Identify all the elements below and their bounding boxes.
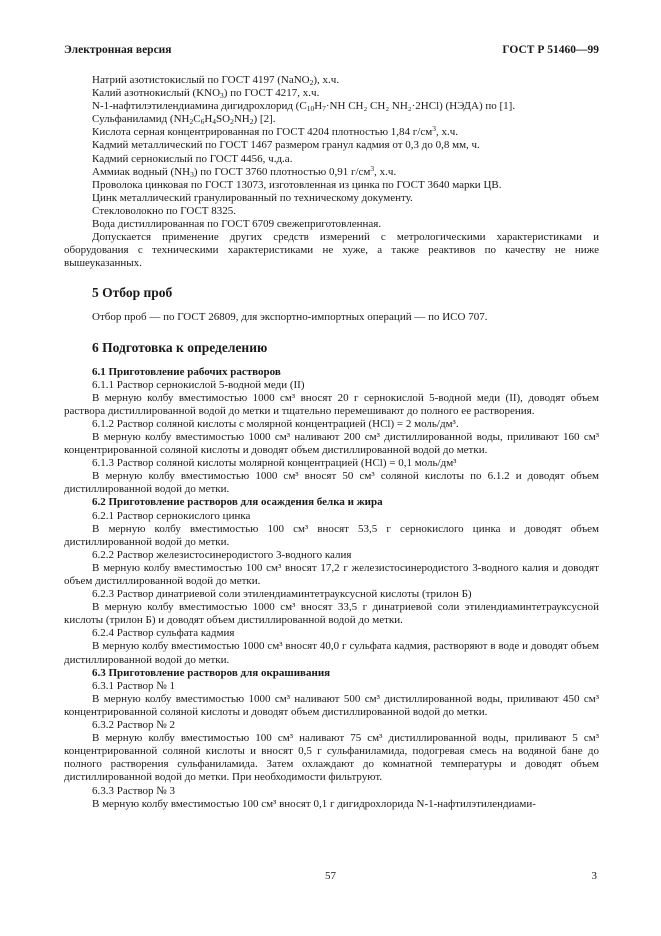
clause-body: В мерную колбу вместимостью 1000 см³ вносят 40,0 г сульфата кадмия, растворяют в воде и доводят объем дистиллированной водой до метки.	[64, 640, 599, 666]
clause-body: В мерную колбу вместимостью 100 см³ вносят 53,5 г сернокислого цинка и доводят объем дистиллированной водой до метки.	[64, 522, 599, 548]
clause-body: В мерную колбу вместимостью 100 см³ наливают 75 см³ дистиллированной воды, приливают 5 см³ концентрированной соляной кислоты и вносят 0,5 г сульфаниламида, подогревая смесь на водяной бане до полного растворения сульфаниламида. Затем охлаждают до комнатной температуры и доводят объем дистиллированной водой до метки. При необходимости фильтруют.	[64, 732, 599, 784]
reagent-line: Кислота серная концентрированная по ГОСТ 4204 плотностью 1,84 $г/см^3$, х.ч.	[92, 124, 458, 139]
section-5-text: Отбор проб — по ГОСТ 26809, для экспортно-импортных операций — по ИСО 707.	[92, 311, 488, 324]
page-footer	[0, 870, 661, 884]
section-6-heading: 6 Подготовка к определению	[92, 339, 268, 355]
clause-heading: 6.2.4 Раствор сульфата кадмия	[92, 627, 235, 640]
clause-heading: 6.3.1 Раствор № 1	[92, 679, 176, 692]
clause-heading: 6.2.2 Раствор железистосинеродистого 3-водного калия	[92, 548, 352, 561]
page-number: 57	[325, 870, 336, 882]
clause-body: В мерную колбу вместимостью 1000 см³ вносят 20 г сернокислой 5-водной меди (II), доводят объем раствора дистиллированной водой до метки и тщательно перемешивают до полного ее растворения.	[64, 391, 599, 417]
document-page	[64, 44, 599, 811]
subsection-6-3-heading: 6.3 Приготовление растворов для окрашивания	[92, 666, 331, 679]
clause-heading: 6.3.2 Раствор № 2	[92, 719, 176, 732]
reagent-line: Натрий азотистокислый по ГОСТ 4197 (NaNO$_2$), х.ч.	[92, 74, 340, 87]
clause-body: В мерную колбу вместимостью 100 см³ вносят 17,2 г железистосинеродистого 3-водного калия и доводят объем дистиллированной водой до метки.	[64, 561, 599, 587]
subsection-6-2-heading: 6.2 Приготовление растворов для осаждения белка и жира	[92, 496, 383, 509]
clause-heading: 6.1.2 Раствор соляной кислоты с молярной концентрацией (HCl) = 2 моль/дм³.	[92, 417, 459, 430]
reagent-line: Цинк металлический гранулированный по техническому документу.	[92, 191, 413, 204]
allowance-paragraph: Допускается применение других средств измерений с метрологическими характеристиками и оборудования с техническими характеристиками не хуже, а также реактивов по качеству не ниже вышеуказанных.	[64, 231, 599, 270]
reagent-line: Кадмий металлический по ГОСТ 1467 размером гранул кадмия от 0,3 до 0,8 мм, ч.	[92, 139, 480, 152]
subsection-6-1-heading: 6.1 Приготовление рабочих растворов	[92, 365, 281, 378]
section-5-heading: 5 Отбор проб	[92, 285, 173, 301]
clause-heading: 6.1.3 Раствор соляной кислоты молярной концентрацией (HCl) = 0,1 моль/дм³	[92, 457, 457, 470]
clause-body: В мерную колбу вместимостью 1000 см³ наливают 200 см³ дистиллированной воды, приливают 160 см³ концентрированной соляной кислоты и доводят объем дистиллированной водой до метки.	[64, 430, 599, 457]
reagent-line: Вода дистиллированная по ГОСТ 6709 свежеприготовленная.	[92, 218, 382, 231]
sheet-number: 3	[591, 870, 597, 882]
reagent-line: Аммиак водный $(NH_3)$ по ГОСТ 3760 плотностью 0,91 $г/см^3$, х.ч.	[92, 163, 397, 179]
clause-body: В мерную колбу вместимостью 100 см³ вносят 0,1 г дигидрохлорида N-1-нафтилэтилендиами-	[92, 797, 536, 810]
clause-body: В мерную колбу вместимостью 1000 см³ наливают 500 см³ дистиллированной воды, приливают 450 см³ концентрированной соляной кислоты и доводят объем дистиллированной водой до метки.	[64, 692, 599, 718]
reagent-line: Калий азотнокислый $(KNO_3)$ по ГОСТ 4217, х.ч.	[92, 87, 320, 101]
header-standard-number: ГОСТ Р 51460—99	[502, 44, 599, 56]
clause-heading: 6.3.3 Раствор № 3	[92, 784, 176, 797]
reagent-line: N-1-нафтилэтилендиамина дигидрохлорид ($C_{10}H_7\cdot NH$ CH₂ CH₂ NH₂·2HCl) (НЭДА) по [1].	[92, 100, 516, 114]
reagent-line: Стекловолокно по ГОСТ 8325.	[92, 204, 237, 217]
clause-heading: 6.1.1 Раствор сернокислой 5-водной меди (II)	[92, 378, 305, 391]
clause-body: В мерную колбу вместимостью 1000 см³ вносят 50 см³ соляной кислоты по 6.1.2 и доводят объем дистиллированной водой до метки.	[64, 470, 599, 496]
reagents-list	[64, 74, 599, 270]
clause-heading: 6.2.1 Раствор сернокислого цинка	[92, 509, 251, 522]
clause-body: В мерную колбу вместимостью 1000 см³ вносят 33,5 г динатриевой соли этилендиаминтетрауксусной кислоты (трилон Б) и доводят объем дистиллированной водой до метки.	[64, 601, 599, 627]
reagent-line: Проволока цинковая по ГОСТ 13073, изготовленная из цинка по ГОСТ 3640 марки ЦВ.	[92, 178, 502, 191]
clause-heading: 6.2.3 Раствор динатриевой соли этилендиаминтетрауксусной кислоты (трилон Б)	[92, 588, 472, 601]
reagent-line: Кадмий сернокислый по ГОСТ 4456, ч.д.а.	[92, 152, 293, 165]
reagent-line: Сульфаниламид $(NH_2C_6H_4SO_2NH_2)$ [2].	[92, 113, 276, 127]
header-edition: Электронная версия	[64, 44, 172, 56]
running-header	[64, 44, 599, 60]
